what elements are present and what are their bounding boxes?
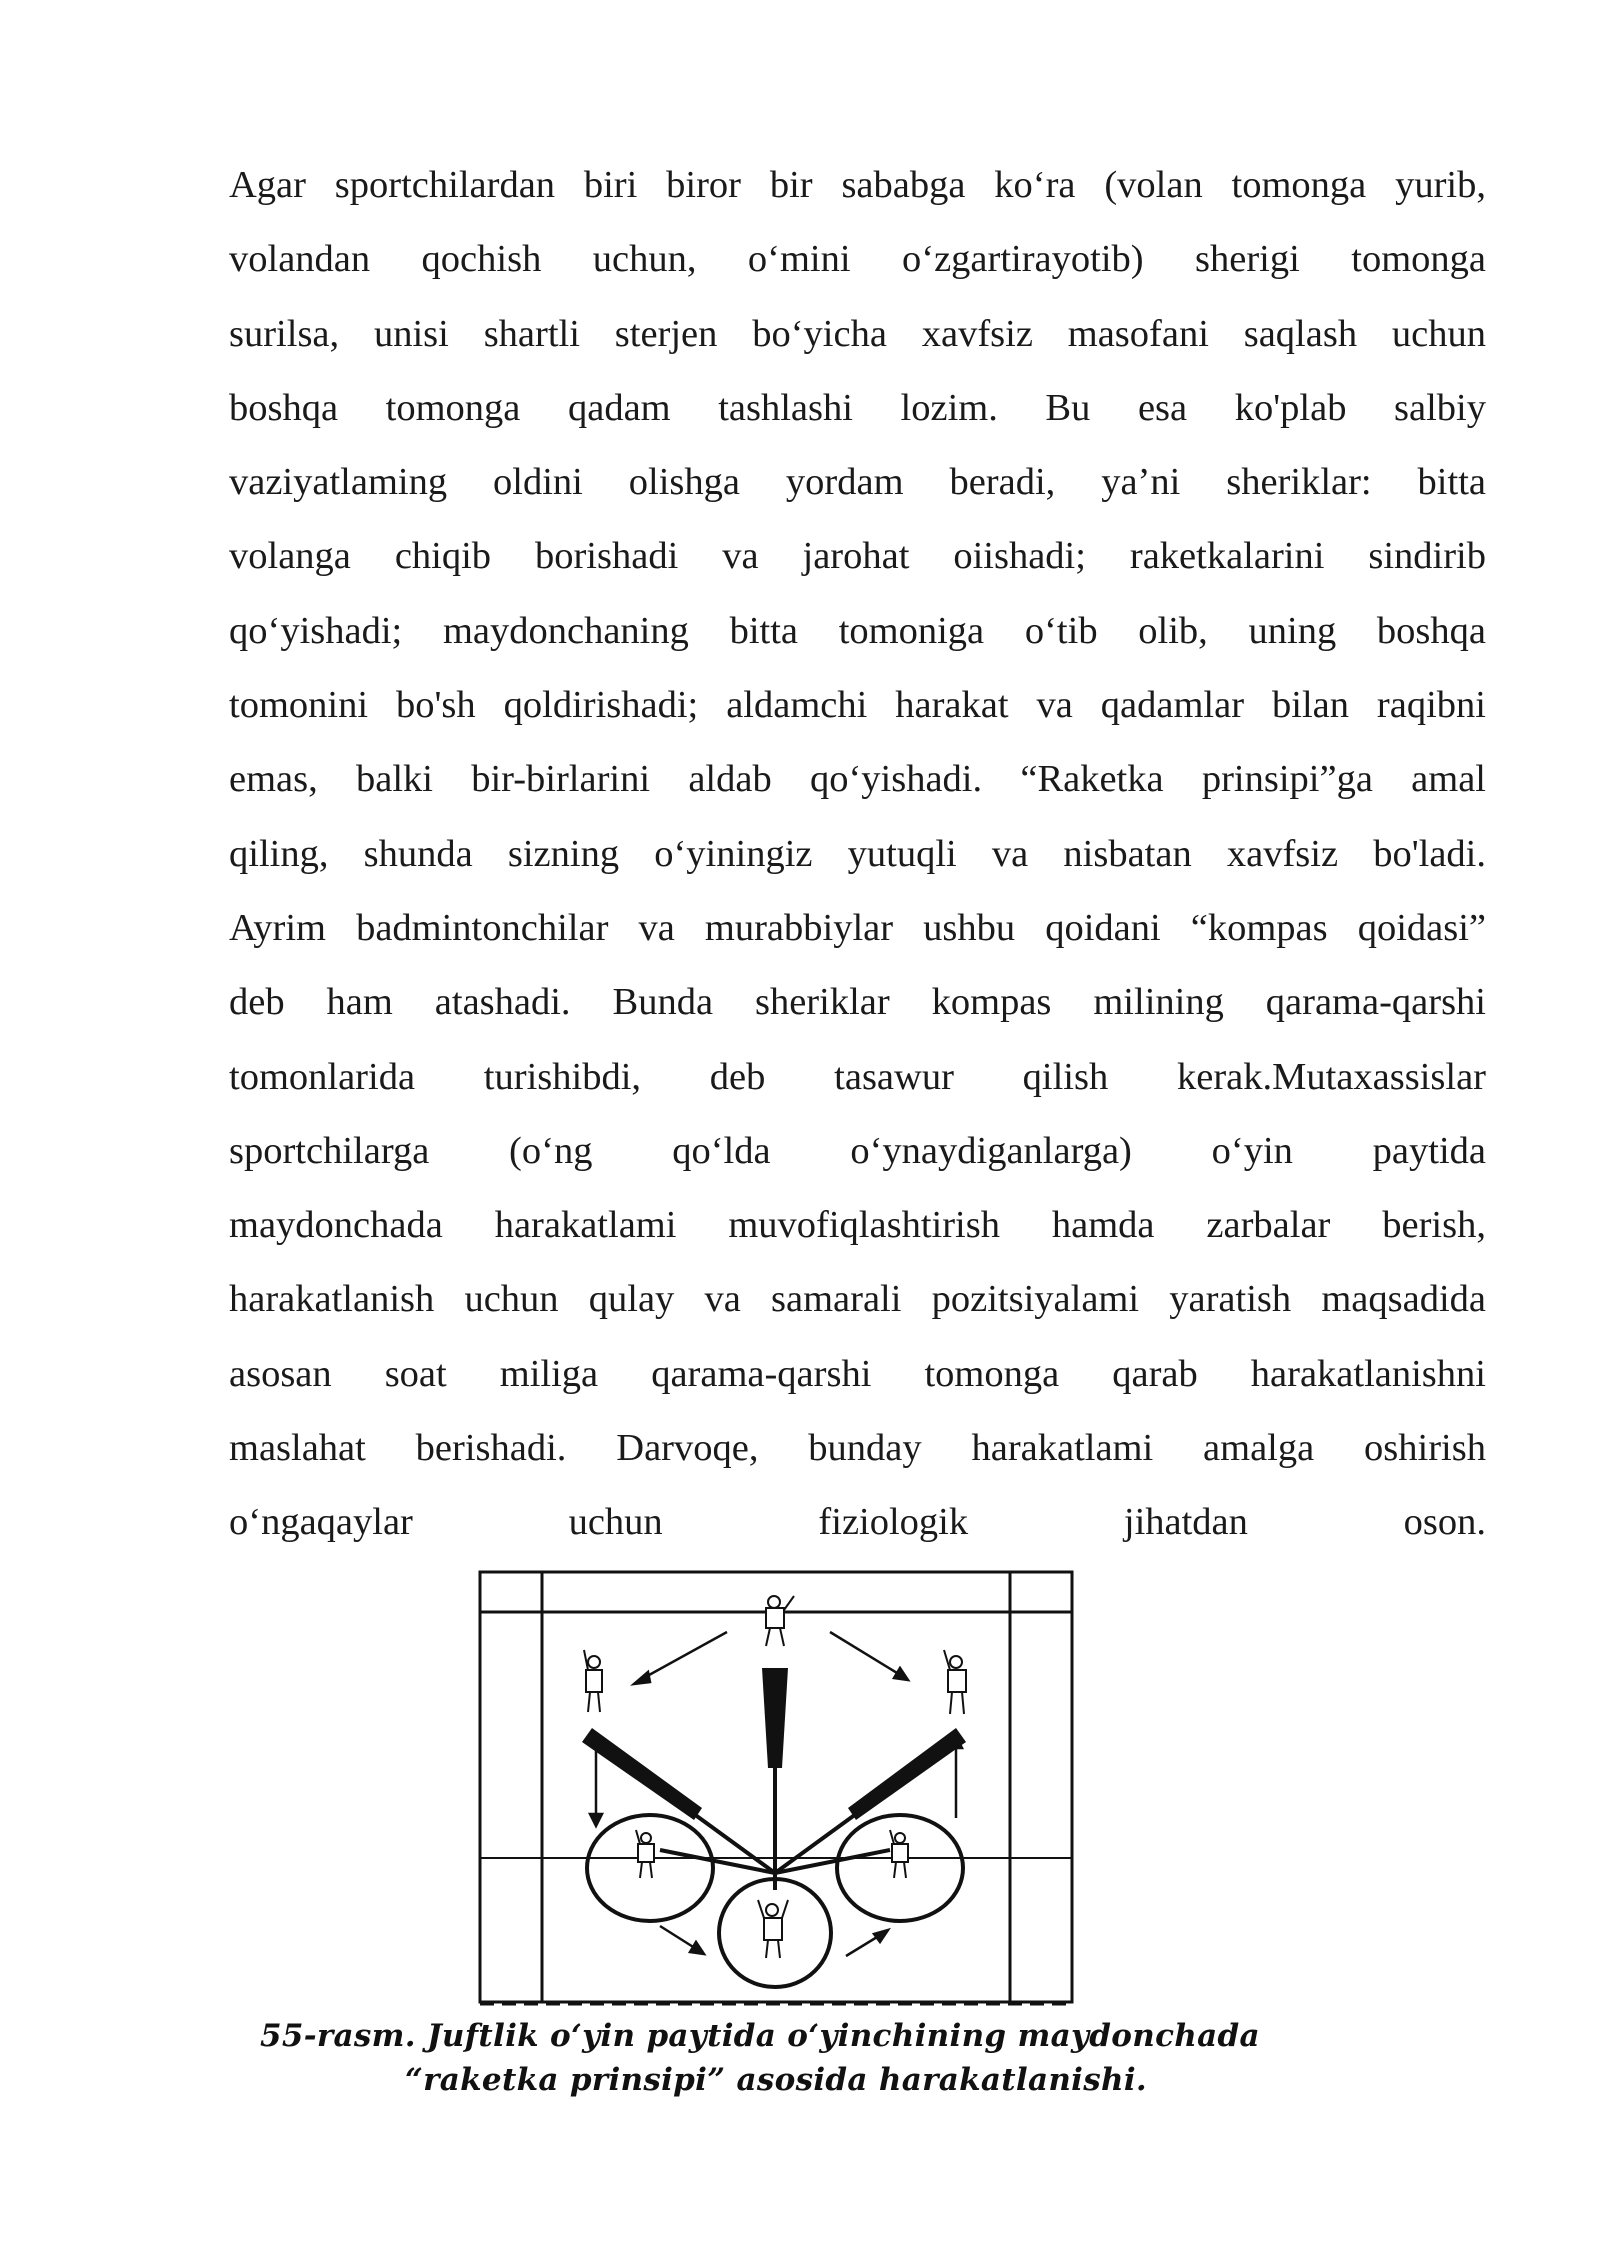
paragraph-line: Ayrim badmintonchilar va murabbiylar ushbu qoidani “kompas qoidasi” xyxy=(229,906,1486,949)
raketka-principle-figure xyxy=(472,1568,1080,2012)
paragraph-line: sportchilarga (o‘ng qo‘lda o‘ynaydiganlarga) o‘yin paytida xyxy=(229,1129,1486,1172)
paragraph-line: volanga chiqib borishadi va jarohat oiishadi; raketkalarini sindirib xyxy=(229,535,1486,578)
player-right xyxy=(944,1650,966,1714)
player-bottom-ring xyxy=(758,1900,788,1958)
paragraph-line: tomonlarida turishibdi, deb tasawur qilish kerak.Mutaxassislar xyxy=(229,1055,1486,1098)
paragraph-line: qiling, shunda sizning o‘yiningiz yutuqli va nisbatan xavfsiz bo'ladi. xyxy=(229,832,1486,875)
paragraph-line: volandan qochish uchun, o‘mini o‘zgartirayotib) sherigi tomonga xyxy=(229,238,1486,281)
player-right-ring xyxy=(890,1830,908,1878)
court-diagram xyxy=(472,1568,1080,2012)
paragraph-line: vaziyatlaming oldini olishga yordam beradi, ya’ni sheriklar: bitta xyxy=(229,461,1486,504)
paragraph-line: asosan soat miliga qarama-qarshi tomonga qarab harakatlanishni xyxy=(229,1352,1486,1395)
paragraph-line: emas, balki bir-birlarini aldab qo‘yishadi. “Raketka prinsipi”ga amal xyxy=(229,758,1486,801)
paragraph-line: o‘ngaqaylar uchun fiziologik jihatdan oson. xyxy=(229,1501,1486,1544)
paragraph-line: boshqa tomonga qadam tashlashi lozim. Bu esa ko'plab salbiy xyxy=(229,386,1486,429)
paragraph-line: maydonchada harakatlami muvofiqlashtirish hamda zarbalar berish, xyxy=(229,1204,1486,1247)
figure-caption xyxy=(200,2014,1400,2102)
paragraph-line: maslahat berishadi. Darvoqe, bunday harakatlami amalga oshirish xyxy=(229,1427,1486,1470)
paragraph-line: qo‘yishadi; maydonchaning bitta tomoniga o‘tib olib, uning boshqa xyxy=(229,609,1486,652)
player-left-ring xyxy=(636,1830,654,1878)
paragraph-line: tomonini bo'sh qoldirishadi; aldamchi harakat va qadamlar bilan raqibni xyxy=(229,684,1486,727)
body-paragraph xyxy=(229,148,1486,1560)
player-top xyxy=(766,1596,794,1646)
paragraph-line: surilsa, unisi shartli sterjen bo‘yicha xavfsiz masofani saqlash uchun xyxy=(229,312,1486,355)
paragraph-line: deb ham atashadi. Bunda sheriklar kompas milining qarama-qarshi xyxy=(229,981,1486,1024)
caption-line-1: 55-rasm. Juftlik o‘yin paytida o‘yinchining maydonchada xyxy=(260,2018,1260,2054)
caption-line-2: “raketka prinsipi” asosida harakatlanishi. xyxy=(405,2062,1148,2098)
paragraph-line: harakatlanish uchun qulay va samarali pozitsiyalami yaratish maqsadida xyxy=(229,1278,1486,1321)
paragraph-line: Agar sportchilardan biri biror bir sababga ko‘ra (volan tomonga yurib, xyxy=(229,164,1486,206)
player-left xyxy=(584,1650,602,1712)
